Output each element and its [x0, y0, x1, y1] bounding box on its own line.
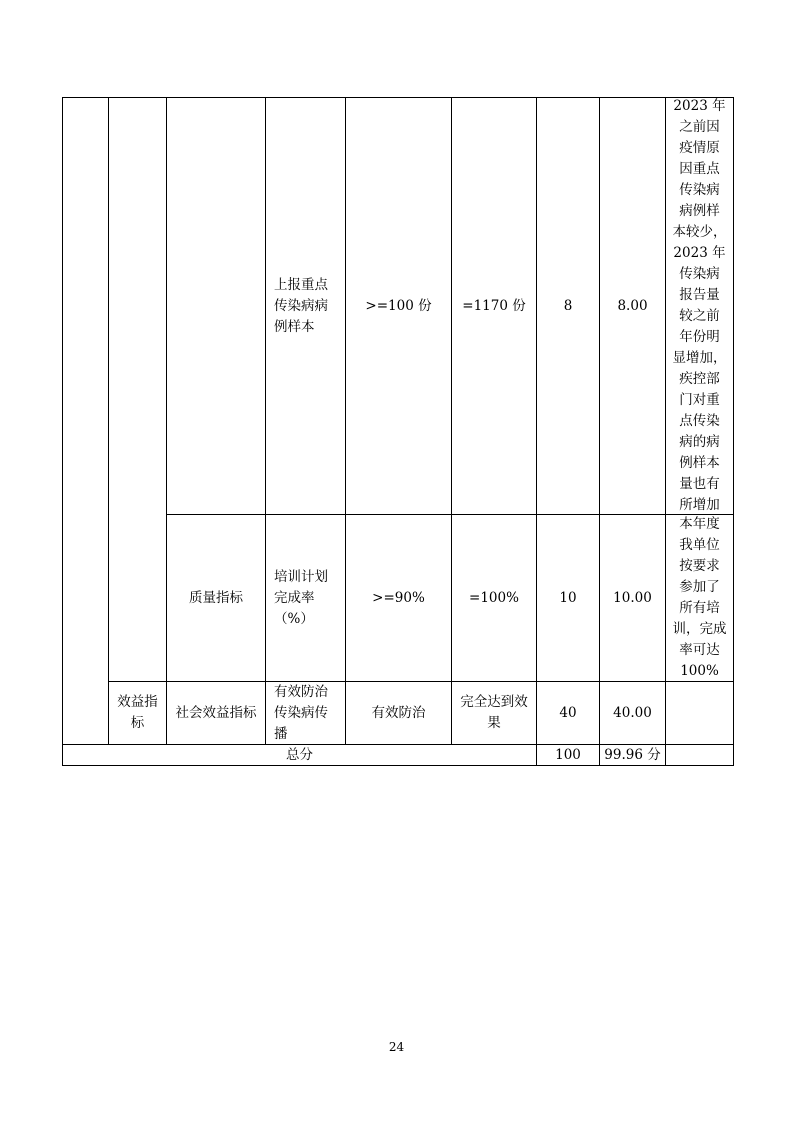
- total-remark: [666, 745, 733, 765]
- target-cell: >=100 份: [365, 297, 432, 314]
- score-cell: 10.00: [613, 589, 652, 606]
- table-border-bottom: [62, 765, 734, 766]
- weight-cell: 8: [563, 297, 573, 314]
- col-divider-1: [108, 97, 109, 745]
- table-border-left: [62, 97, 63, 766]
- score-cell: 40.00: [613, 704, 652, 721]
- actual-cell: 完全达到效 果: [460, 694, 528, 731]
- remark-cell: [666, 682, 733, 744]
- weight-cell: 40: [559, 704, 577, 721]
- level2-cell: 社会效益指标: [175, 704, 257, 721]
- total-score: 99.96 分: [604, 747, 661, 763]
- actual-cell: =1170 份: [462, 297, 526, 314]
- remark-cell: 2023 年 之前因 疫情原 因重点 传染病 病例样 本较少， 2023 年 传染病 报告量 较之前 年份明 显增加， 疾控部 门对重 点传染 病的病 例样本 量也有 所增加: [672, 98, 727, 513]
- weight-cell: 10: [559, 589, 577, 606]
- total-label: 总分: [286, 747, 313, 763]
- score-cell: 8.00: [617, 297, 648, 314]
- table-border-right: [733, 97, 734, 766]
- indicator-cell: 培训计划 完成率（%）: [274, 568, 328, 627]
- indicator-cell: 有效防治 传染病传 播: [274, 683, 328, 742]
- performance-table: [62, 97, 734, 766]
- level2-cell: 质量指标: [189, 589, 243, 606]
- target-cell: >=90%: [372, 589, 425, 606]
- indicator-cell: 上报重点 传染病病 例样本: [274, 276, 328, 335]
- remark-cell: 本年度 我单位 按要求 参加了 所有培 训，完成 率可达 100%: [672, 516, 727, 679]
- actual-cell: =100%: [469, 589, 519, 606]
- level1-cell: 效益指 标: [117, 694, 158, 731]
- page-number: 24: [388, 1040, 405, 1054]
- total-weight: 100: [555, 747, 581, 763]
- target-cell: 有效防治: [371, 704, 426, 721]
